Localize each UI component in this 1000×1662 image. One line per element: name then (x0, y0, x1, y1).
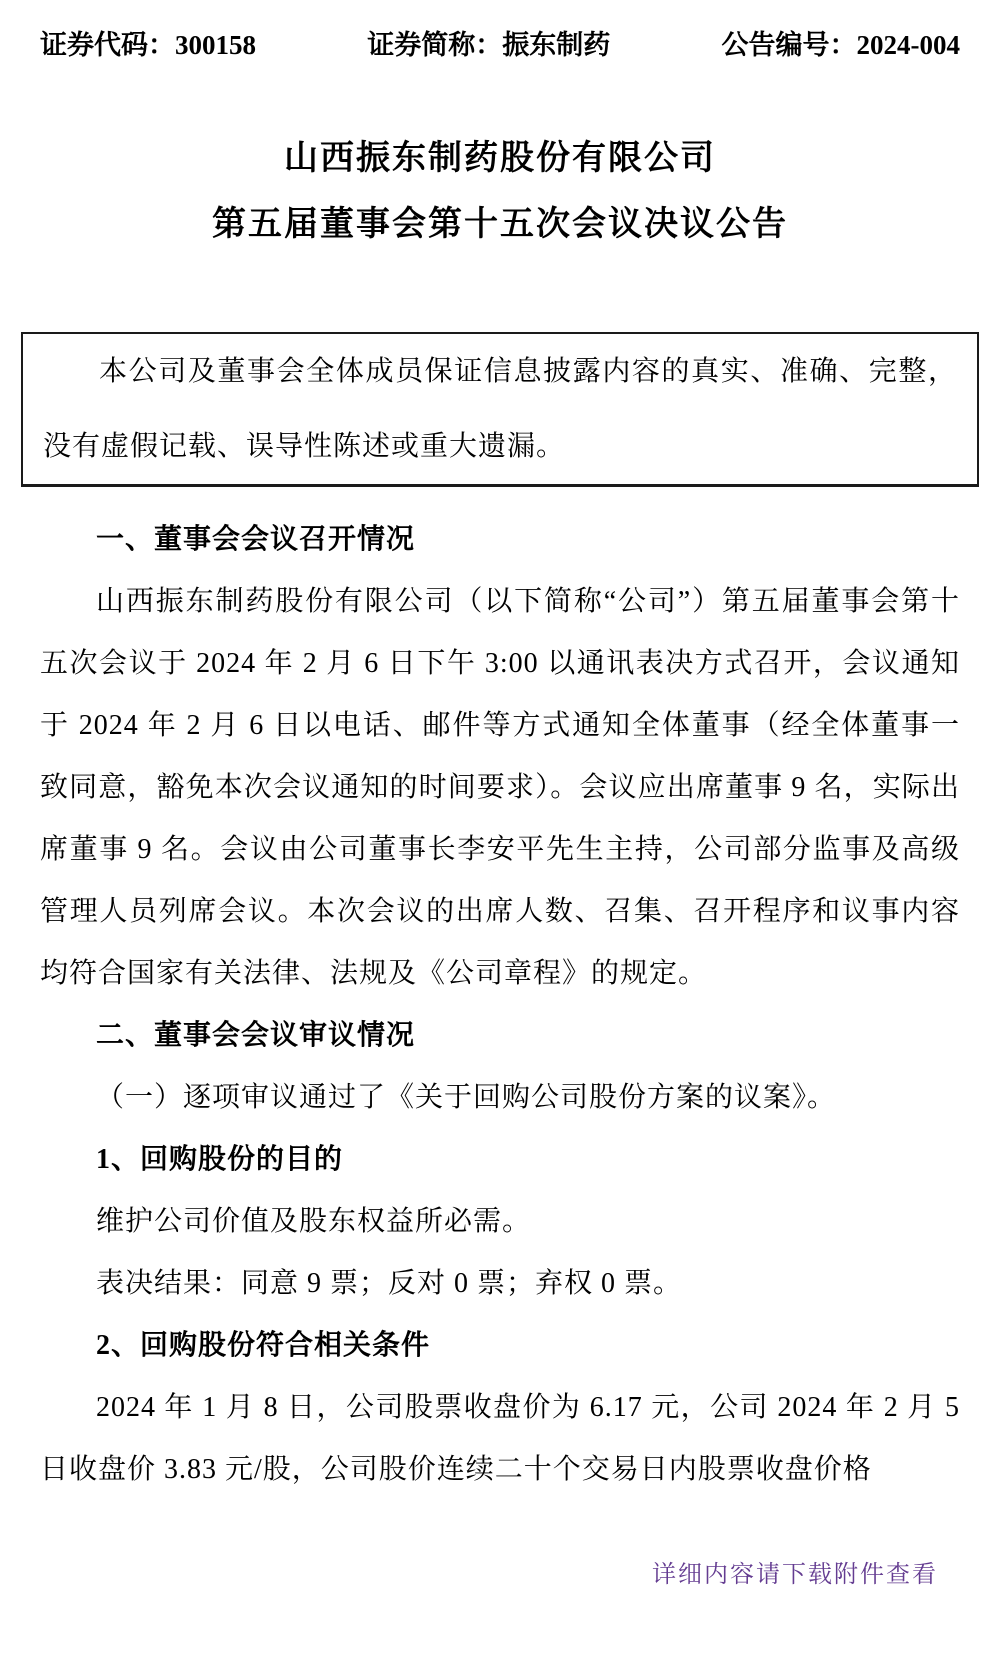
document-footer (40, 1555, 960, 1598)
document-body (40, 509, 960, 1501)
announcement-title: 第五届董事会第十五次会议决议公告 (212, 206, 788, 243)
stock-short-name: 证券简称：振东制药 (367, 30, 611, 60)
download-attachment-link[interactable]: 详细内容请下载附件查看 (652, 1561, 938, 1588)
subsection-1-paragraph: 维护公司价值及股东权益所必需。 (96, 1206, 532, 1237)
document-header (40, 26, 960, 64)
company-title: 山西振东制药股份有限公司 (284, 140, 716, 177)
announcement-number: 公告编号：2024-004 (721, 30, 960, 60)
disclaimer-box (21, 332, 979, 487)
section-1-paragraph: 山西振东制药股份有限公司（以下简称“公司”）第五届董事会第十五次会议于 2024 年 2 月 6 日下午 3:00 以通讯表决方式召开，会议通知于 2024 年 2 月 6 日以电话、邮件等方式通知全体董事（经全体董事一致同意，豁免本次会议通知的时间要求）。会议应出席董事 9 名，实际出席董事 9 名。会议由公司董事长李安平先生主持，公司部分监事及高级管理人员列席会议。本次会议的出席人数、召集、召开程序和议事内容均符合国家有关法律、法规及《公司章程》的规定。 (40, 586, 960, 989)
stock-code: 证券代码：300158 (40, 30, 256, 60)
title-block (40, 126, 960, 258)
subsection-2-heading: 2、回购股份符合相关条件 (96, 1330, 431, 1361)
subsection-1-heading: 1、回购股份的目的 (96, 1144, 344, 1175)
section-1-heading: 一、董事会会议召开情况 (96, 524, 416, 555)
section-2-heading: 二、董事会会议审议情况 (96, 1020, 416, 1051)
section-2-item-1: （一）逐项审议通过了《关于回购公司股份方案的议案》。 (96, 1082, 837, 1113)
subsection-2-paragraph: 2024 年 1 月 8 日，公司股票收盘价为 6.17 元，公司 2024 年 2 月 5 日收盘价 3.83 元/股，公司股价连续二十个交易日内股票收盘价格 (40, 1392, 960, 1485)
disclaimer-text: 本公司及董事会全体成员保证信息披露内容的真实、准确、完整，没有虚假记载、误导性陈述或重大遗漏。 (43, 356, 957, 462)
vote-result: 表决结果：同意 9 票；反对 0 票；弃权 0 票。 (96, 1268, 683, 1299)
